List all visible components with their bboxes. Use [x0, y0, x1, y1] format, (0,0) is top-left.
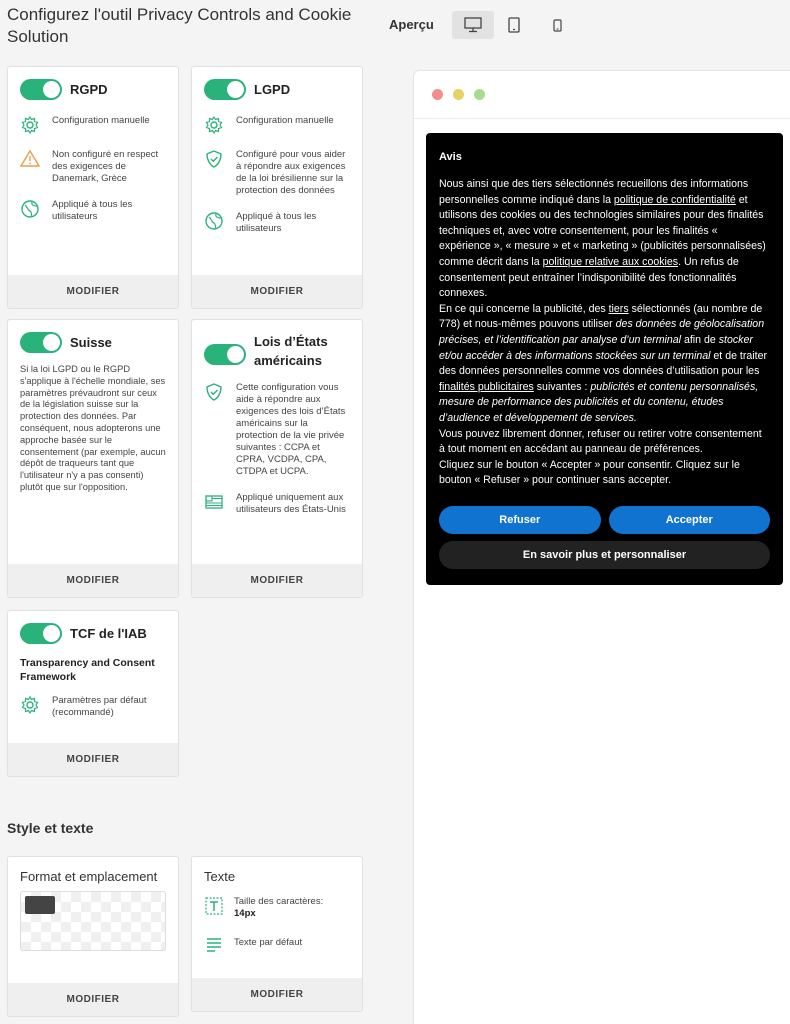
card-texte [191, 856, 363, 1012]
rgpd-feature-3: Appliqué à tous les utilisateurs [52, 199, 133, 222]
card-rgpd [7, 66, 179, 309]
tablet-icon [508, 17, 520, 33]
globe-icon [20, 199, 40, 219]
mobile-device-button[interactable] [536, 11, 578, 39]
third-parties-link[interactable]: tiers [608, 302, 629, 315]
mobile-icon [553, 19, 562, 32]
font-size-value: 14px [234, 908, 256, 919]
lgpd-label: LGPD [254, 82, 291, 97]
position-marker [25, 896, 55, 914]
text-size-icon [204, 896, 224, 916]
iab-subtitle: Transparency and Consent Framework [20, 657, 155, 683]
us-feature-2: Appliqué uniquement aux utilisateurs des États-Unis [236, 492, 346, 515]
notice-paragraph-4: Cliquez sur le bouton « Accepter » pour consentir. Cliquez sur le bouton « Refuser » pour continuer sans accepter. [439, 458, 740, 487]
suisse-modify-button[interactable]: MODIFIER [8, 564, 178, 597]
format-modify-button[interactable]: MODIFIER [8, 983, 178, 1016]
us-label: Lois d’États américains [254, 334, 328, 368]
lgpd-feature-1: Configuration manuelle [236, 115, 334, 126]
preview-panel [375, 0, 790, 1024]
maximize-dot [474, 89, 485, 100]
minimize-dot [453, 89, 464, 100]
desktop-icon [464, 17, 482, 33]
gear-icon [204, 115, 224, 135]
privacy-policy-link[interactable]: politique de confidentialité [613, 193, 736, 206]
text-lines-icon [204, 934, 224, 954]
lgpd-feature-3: Appliqué à tous les utilisateurs [236, 211, 317, 234]
font-size-label: Taille des caractères: [234, 896, 324, 907]
tablet-device-button[interactable] [493, 11, 535, 39]
cookie-policy-link[interactable]: politique relative aux cookies [542, 255, 679, 268]
us-flag-icon [204, 492, 224, 512]
accept-button[interactable]: Accepter [609, 506, 771, 534]
texte-title: Texte [204, 869, 236, 884]
suisse-label: Suisse [70, 335, 112, 350]
notice-paragraph-2: En ce qui concerne la publicité, des tiers sélectionnés (au nombre de 778) et nous-mêmes pouvons utiliser des données de géolocalisation précises, et l’identification par analyse d’un terminal afin de stocker et/ou accéder à des informations stockées sur un terminal et de traiter des données personnelles comme vos données d’utilisation pour les finalités publicitaires suivantes : publicités et contenu personnalisés, mesure de performance des publicités et du contenu, études d’audience et développement de services. [439, 302, 767, 424]
iab-modify-button[interactable]: MODIFIER [8, 743, 178, 776]
lgpd-modify-button[interactable]: MODIFIER [192, 275, 362, 308]
notice-paragraph-3: Vous pouvez librement donner, refuser ou retirer votre consentement à tout moment en accédant au panneau de préférences. [439, 427, 762, 456]
default-text-label: Texte par défaut [234, 937, 303, 948]
iab-toggle[interactable] [20, 623, 62, 644]
page-title: Configurez l'outil Privacy Controls and Cookie Solution [7, 5, 352, 46]
rgpd-feature-2: Non configuré en respect des exigences de Danemark, Grèce [52, 149, 159, 184]
card-iab [7, 610, 179, 777]
learn-more-button[interactable]: En savoir plus et personnaliser [439, 541, 770, 569]
notice-paragraph-1: Nous ainsi que des tiers sélectionnés recueillons des informations personnelles comme indiqué dans la politique de confidentialité et utilisons des cookies ou des technologies similaires pour des finalités techniques et, avec votre consentement, pour les finalités « expérience », « mesure » et « marketing » (publicités personnalisées) comme décrit dans la politique relative aux cookies. Un refus de consentement peut entraîner l’indisponibilité des fonctionnalités connexes. [439, 178, 766, 300]
iab-label: TCF de l'IAB [70, 626, 147, 641]
lgpd-feature-2: Configuré pour vous aider à répondre aux exigences de la loi brésilienne sur la protection des données [236, 149, 346, 196]
style-section-title: Style et texte [7, 820, 94, 836]
config-panel [0, 0, 375, 1024]
browser-mockup [413, 70, 790, 1024]
card-lgpd [191, 66, 363, 309]
ad-purposes-link[interactable]: finalités publicitaires [439, 380, 534, 393]
desktop-device-button[interactable] [452, 11, 494, 39]
rgpd-label: RGPD [70, 82, 108, 97]
suisse-description: Si la loi LGPD ou le RGPD s'applique à l'échelle mondiale, ses paramètres prévaudront sur ceux de la législation suisse sur la protection des données. Par conséquent, nous adopterons une approche basée sur le consentement (par exemple, aucun dépôt de traqueurs tant que l'utilisateur n'y a pas consenti) plutôt que sur l'opposition. [20, 364, 166, 492]
format-title: Format et emplacement [20, 869, 158, 884]
card-us-states [191, 319, 363, 598]
iab-feature-1: Paramètres par défaut (recommandé) [52, 695, 147, 718]
rgpd-toggle[interactable] [20, 79, 62, 100]
preview-label: Aperçu [389, 17, 434, 32]
gear-icon [20, 115, 40, 135]
globe-icon [204, 211, 224, 231]
warning-icon [20, 149, 40, 169]
card-format [7, 856, 179, 1017]
shield-check-icon [204, 382, 224, 402]
notice-title: Avis [439, 151, 462, 163]
texte-modify-button[interactable]: MODIFIER [192, 978, 362, 1011]
card-suisse [7, 319, 179, 598]
rgpd-modify-button[interactable]: MODIFIER [8, 275, 178, 308]
gear-icon [20, 695, 40, 715]
us-feature-1: Cette configuration vous aide à répondre aux exigences des lois d’États américains sur la protection de la vie privée suivantes : CCPA et CPRA, VCDPA, CPA, CTDPA et UCPA. [236, 382, 346, 477]
rgpd-feature-1: Configuration manuelle [52, 115, 150, 126]
us-modify-button[interactable]: MODIFIER [192, 564, 362, 597]
shield-check-icon [204, 149, 224, 169]
browser-titlebar [414, 71, 790, 119]
refuse-button[interactable]: Refuser [439, 506, 601, 534]
cookie-notice [426, 133, 783, 585]
lgpd-toggle[interactable] [204, 79, 246, 100]
close-dot [432, 89, 443, 100]
suisse-toggle[interactable] [20, 332, 62, 353]
us-toggle[interactable] [204, 344, 246, 365]
position-preview[interactable] [20, 891, 166, 951]
